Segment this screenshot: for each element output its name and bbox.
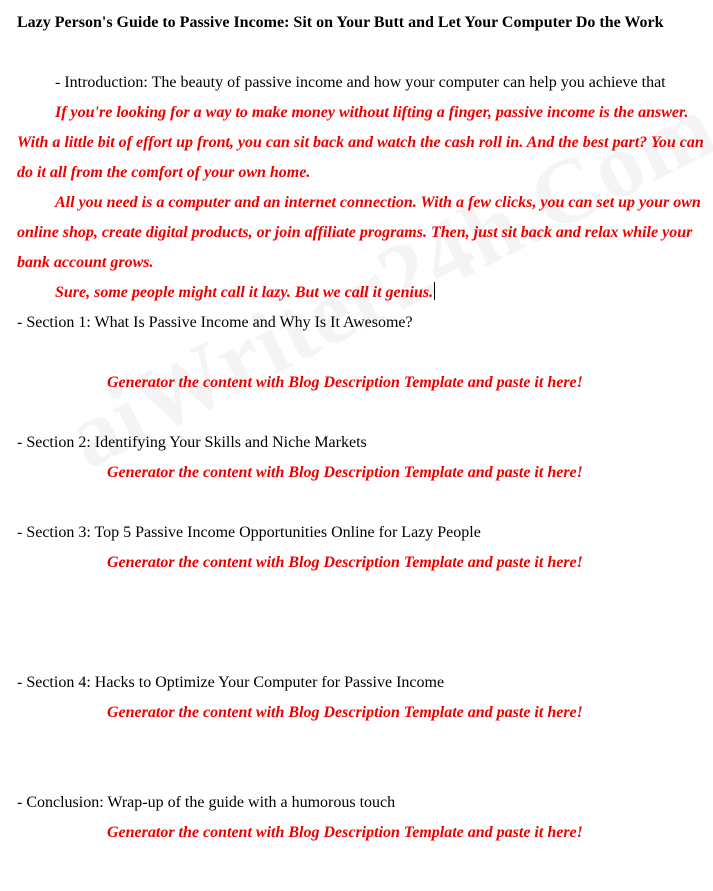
conclusion-placeholder: Generator the content with Blog Description Template and paste it here! [107, 824, 583, 841]
section-4-placeholder: Generator the content with Blog Description Template and paste it here! [107, 704, 583, 721]
document-title: Lazy Person's Guide to Passive Income: Sit on Your Butt and Let Your Computer Do the Work [17, 14, 664, 31]
blank-line [17, 338, 707, 368]
conclusion-heading: - Conclusion: Wrap-up of the guide with a humorous touch [17, 794, 396, 811]
blank-line [17, 488, 707, 518]
intro-heading: - Introduction: The beauty of passive income and how your computer can help you achieve that [55, 74, 666, 91]
blank-line [17, 578, 707, 608]
blank-line [17, 608, 707, 638]
section-2-heading: - Section 2: Identifying Your Skills and Niche Markets [17, 434, 367, 451]
section-3-heading: - Section 3: Top 5 Passive Income Opportunities Online for Lazy People [17, 524, 481, 541]
section-3-placeholder: Generator the content with Blog Description Template and paste it here! [107, 554, 583, 571]
intro-paragraph-2: All you need is a computer and an internet connection. With a few clicks, you can set up your own online shop, create digital products, or join affiliate programs. Then, just sit back and relax while your bank account grows. [17, 194, 701, 271]
blank-line [17, 638, 707, 668]
section-4-heading: - Section 4: Hacks to Optimize Your Computer for Passive Income [17, 674, 445, 691]
document-page[interactable] [17, 8, 707, 848]
blank-line [17, 758, 707, 788]
blank-line [17, 398, 707, 428]
section-1-heading: - Section 1: What Is Passive Income and Why Is It Awesome? [17, 314, 413, 331]
intro-paragraph-3 [17, 278, 707, 308]
blank-line [17, 728, 707, 758]
intro-paragraph-3-text: Sure, some people might call it lazy. But we call it genius. [55, 284, 434, 301]
text-cursor [434, 282, 435, 300]
section-1-placeholder: Generator the content with Blog Description Template and paste it here! [107, 374, 583, 391]
section-2-placeholder: Generator the content with Blog Description Template and paste it here! [107, 464, 583, 481]
blank-line [17, 38, 707, 68]
intro-paragraph-1: If you're looking for a way to make money without lifting a finger, passive income is the answer. With a little bit of effort up front, you can sit back and watch the cash roll in. And the best part? You can do it all from the comfort of your own home. [17, 104, 704, 181]
